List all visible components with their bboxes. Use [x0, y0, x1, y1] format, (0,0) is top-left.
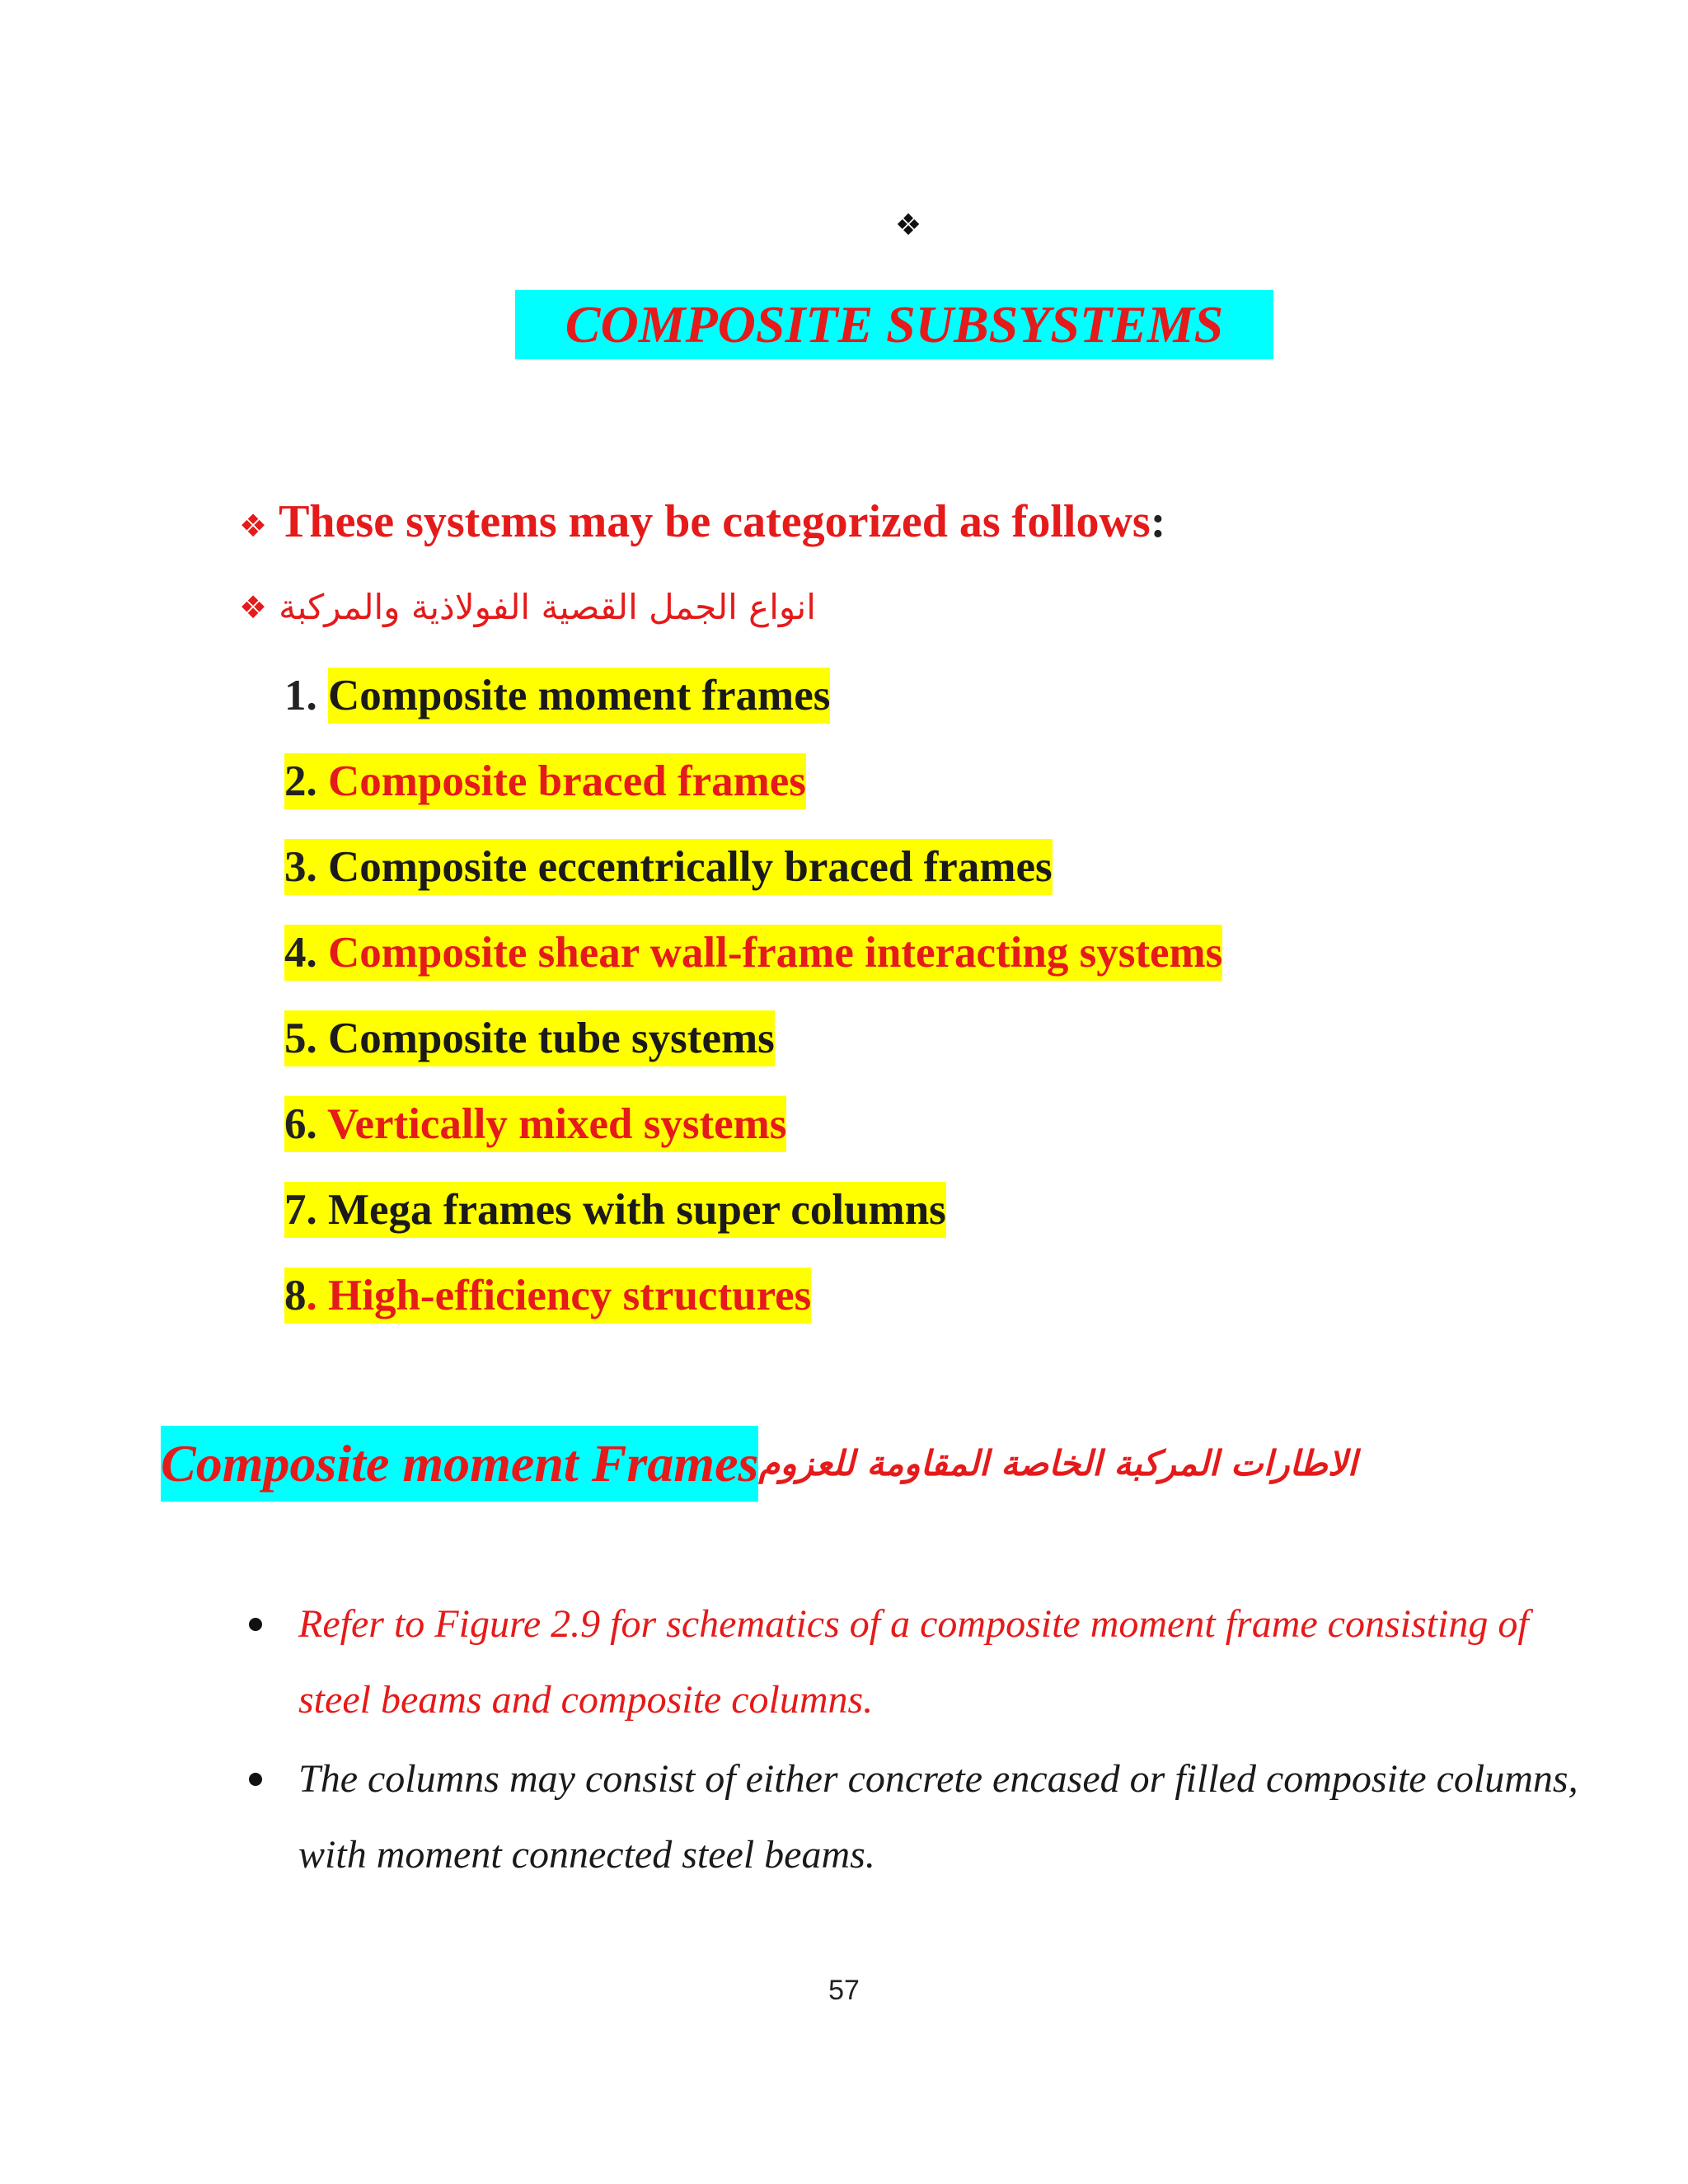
list-item	[284, 668, 1438, 753]
list-item	[284, 925, 1438, 1010]
item-number: 7.	[284, 1186, 317, 1234]
item-number: 5.	[284, 1015, 317, 1062]
item-label: Composite tube systems	[328, 1015, 775, 1062]
list-item	[284, 1182, 1438, 1268]
page-title: COMPOSITE SUBSYSTEMS	[515, 290, 1273, 359]
bullet-text: Refer to Figure 2.9 for schematics of a composite moment frame consisting of steel beams and composite columns.	[298, 1602, 1529, 1722]
item-label: Composite moment frames	[328, 668, 830, 724]
section-title-en: Composite moment Frames	[161, 1426, 758, 1502]
diamond-ornament-icon: ❖	[894, 209, 922, 242]
item-label: . High-efficiency structures	[306, 1272, 812, 1319]
diamond-bullet-icon: ❖	[239, 589, 268, 626]
item-label: Vertically mixed systems	[327, 1100, 787, 1148]
list-item	[284, 1268, 1438, 1353]
item-number: 4.	[284, 929, 317, 977]
item-number: 8	[284, 1272, 307, 1319]
intro-text: These systems may be categorized as follows	[279, 496, 1151, 547]
list-item	[284, 753, 1438, 839]
item-label: Mega frames with super columns	[328, 1186, 946, 1234]
section-heading	[161, 1426, 1357, 1502]
intro-colon: :	[1150, 496, 1166, 547]
item-number: 3.	[284, 843, 317, 891]
page-number: 57	[828, 1975, 860, 2006]
item-label: Composite eccentrically braced frames	[328, 843, 1053, 891]
section-title-ar: الاطارات المركبة الخاصة المقاومة للعزوم	[758, 1443, 1357, 1483]
list-item	[284, 1010, 1438, 1096]
systems-list	[284, 668, 1438, 1353]
list-item	[247, 1586, 1582, 1738]
bullet-text: The columns may consist of either concrete encased or filled composite columns, with moment connected steel beams.	[298, 1757, 1578, 1877]
item-label: Composite braced frames	[328, 757, 806, 805]
bullet-dot-icon	[249, 1773, 262, 1786]
intro-line	[239, 493, 1165, 551]
list-item	[247, 1741, 1582, 1893]
arabic-intro-text: انواع الجمل القصية الفولاذية والمركبة	[279, 587, 816, 628]
list-item	[284, 839, 1438, 925]
bullet-dot-icon	[249, 1618, 262, 1631]
bullet-list	[247, 1586, 1582, 1896]
item-label: Composite shear wall-frame interacting systems	[328, 929, 1223, 977]
item-number: 2.	[284, 757, 317, 805]
list-item	[284, 1096, 1438, 1182]
diamond-bullet-icon: ❖	[239, 508, 268, 545]
item-number: 1.	[284, 672, 317, 719]
arabic-intro-line	[239, 581, 898, 634]
item-number: 6.	[284, 1100, 317, 1148]
